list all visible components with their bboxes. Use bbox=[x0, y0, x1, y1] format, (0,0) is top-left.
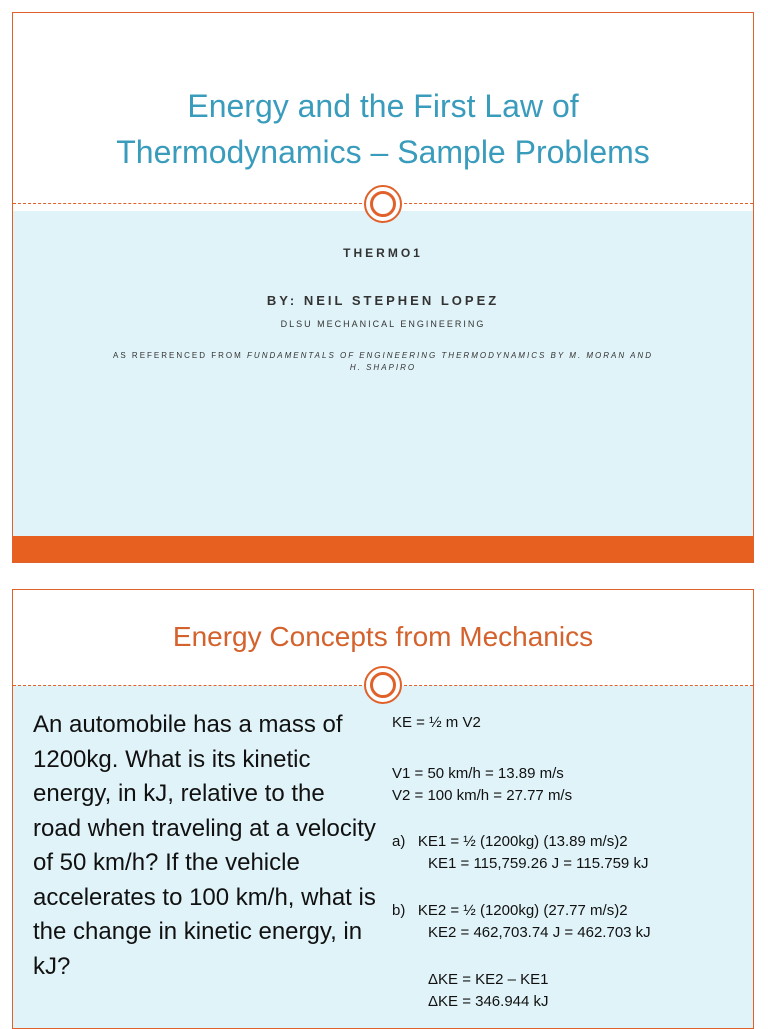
footer-accent-bar bbox=[13, 536, 753, 562]
slide-title-line-2: Thermodynamics – Sample Problems bbox=[116, 134, 650, 170]
solution-part-a-line-1: a) KE1 = ½ (1200kg) (13.89 m/s)2 bbox=[392, 833, 628, 850]
author-line: BY: NEIL STEPHEN LOPEZ bbox=[266, 293, 500, 308]
solution-delta-line-2: ΔKE = 346.944 kJ bbox=[428, 993, 549, 1010]
solution-delta-line-1: ΔKE = KE2 – KE1 bbox=[428, 971, 549, 988]
solution-part-b-line-2: KE2 = 462,703.74 J = 462.703 kJ bbox=[428, 924, 651, 941]
slide-title bbox=[13, 83, 753, 175]
solution-v2: V2 = 100 km/h = 27.77 m/s bbox=[392, 787, 573, 804]
slide-title-line-1: Energy and the First Law of bbox=[187, 88, 579, 124]
course-code: THERMO1 bbox=[343, 246, 423, 260]
slide-title: Energy Concepts from Mechanics bbox=[172, 621, 594, 652]
ring-ornament-icon bbox=[364, 666, 402, 704]
title-slide bbox=[12, 12, 754, 563]
solution-part-b-line-1: b) KE2 = ½ (1200kg) (27.77 m/s)2 bbox=[392, 902, 628, 919]
content-slide bbox=[12, 589, 754, 1029]
reference-line bbox=[113, 350, 653, 374]
reference-book: FUNDAMENTALS OF ENGINEERING THERMODYNAMICS BY M. MORAN AND H. SHAPIRO bbox=[247, 351, 653, 372]
reference-prefix: AS REFERENCED FROM bbox=[113, 351, 248, 360]
solution-part-a-line-2: KE1 = 115,759.26 J = 115.759 kJ bbox=[428, 855, 649, 872]
solution-v1: V1 = 50 km/h = 13.89 m/s bbox=[392, 765, 564, 782]
department-line: DLSU MECHANICAL ENGINEERING bbox=[280, 319, 486, 329]
ring-ornament-icon bbox=[364, 185, 402, 223]
problem-statement: An automobile has a mass of 1200kg. What is its kinetic energy, in kJ, relative to the road when traveling at a velocity of 50 km/h? If the vehicle accelerates to 100 km/h, what is the change in kinetic energy, in kJ? bbox=[33, 711, 376, 980]
solution-formula: KE = ½ m V2 bbox=[392, 714, 481, 731]
